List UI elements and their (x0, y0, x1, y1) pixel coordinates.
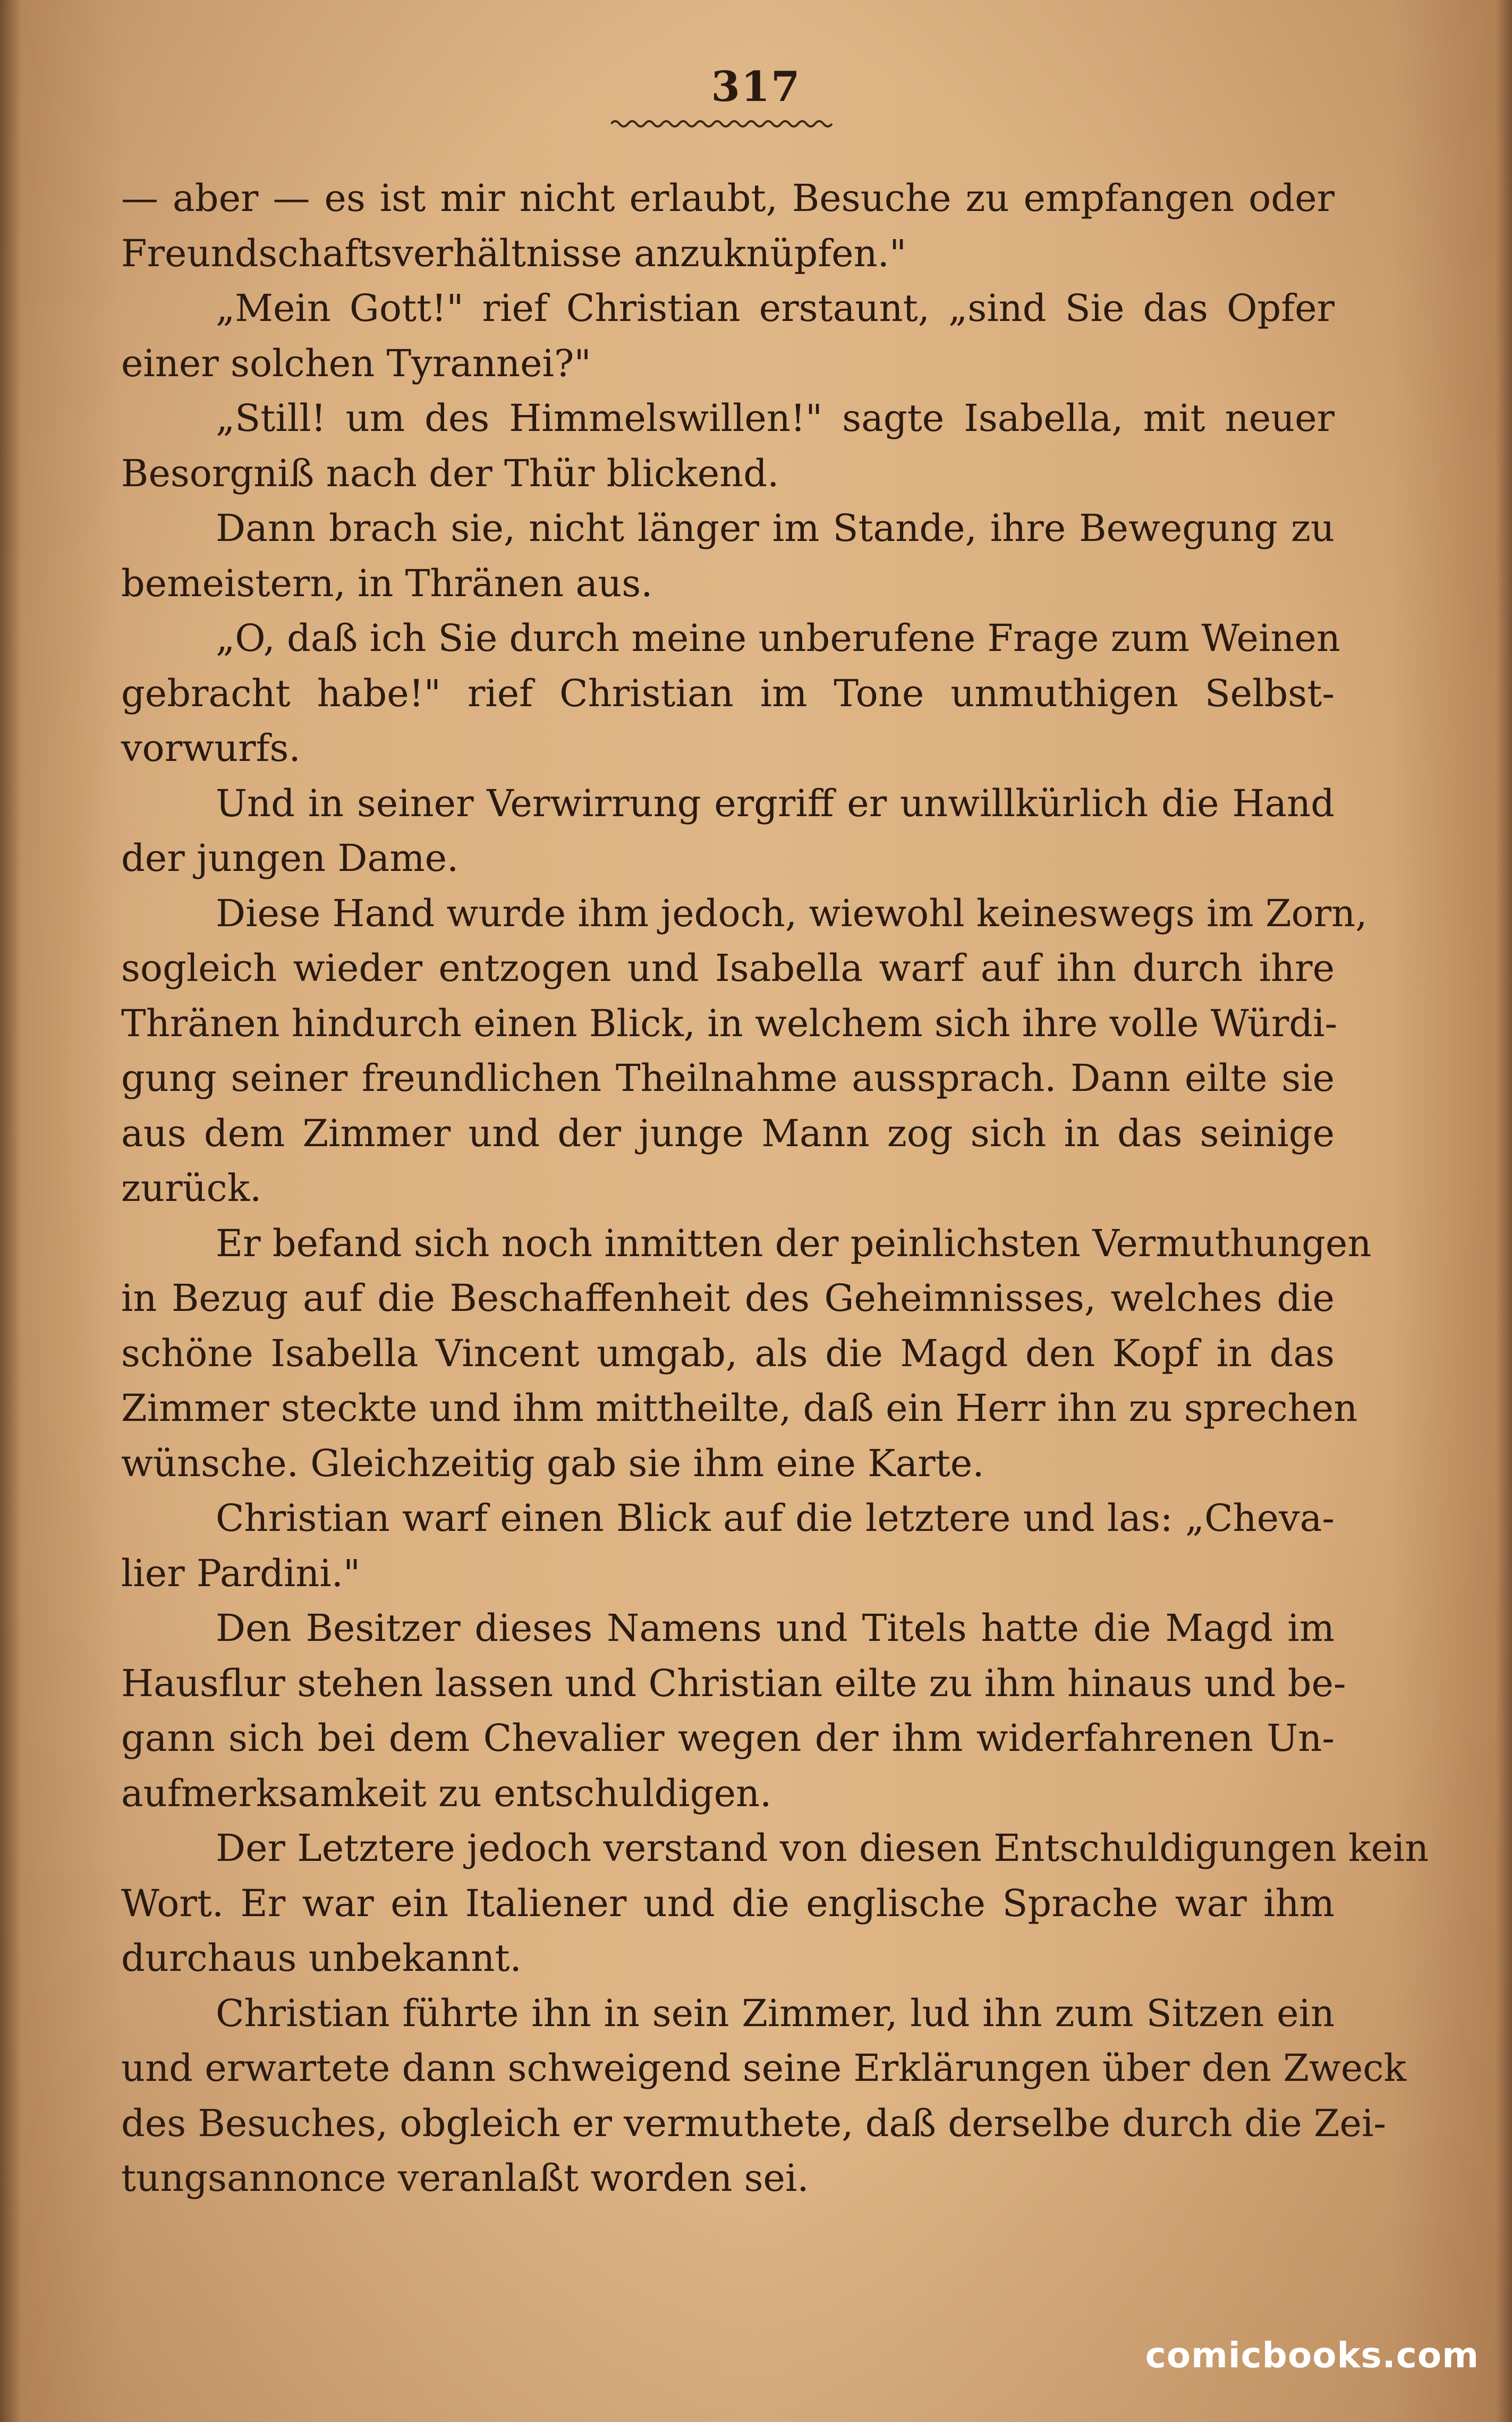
text-line: wünsche. Gleichzeitig gab sie ihm eine Karte. (121, 1441, 984, 1485)
text-line: Er befand sich noch inmitten der peinlichsten Vermuthungen (216, 1221, 1372, 1265)
text-line: vorwurfs. (121, 726, 301, 770)
text-line: gann sich bei dem Chevalier wegen der ihm widerfahrenen Un- (121, 1716, 1335, 1760)
text-line: Thränen hindurch einen Blick, in welchem sich ihre volle Würdi- (121, 1001, 1338, 1045)
text-line: Diese Hand wurde ihm jedoch, wiewohl keineswegs im Zorn, (216, 891, 1367, 935)
text-line: zurück. (121, 1166, 262, 1210)
text-line: Dann brach sie, nicht länger im Stande, ihre Bewegung zu (216, 506, 1335, 550)
ornament-divider (611, 116, 839, 132)
text-line: einer solchen Tyrannei?" (121, 341, 591, 385)
text-line: des Besuches, obgleich er vermuthete, daß derselbe durch die Zei- (121, 2101, 1386, 2145)
text-line: Und in seiner Verwirrung ergriff er unwillkürlich die Hand (216, 781, 1335, 825)
text-line: der jungen Dame. (121, 836, 459, 880)
text-line: aufmerksamkeit zu entschuldigen. (121, 1771, 772, 1815)
text-line: aus dem Zimmer und der junge Mann zog sich in das seinige (121, 1111, 1335, 1155)
text-line: in Bezug auf die Beschaffenheit des Geheimnisses, welches die (121, 1276, 1335, 1320)
text-line: Zimmer steckte und ihm mittheilte, daß ein Herr ihn zu sprechen (121, 1386, 1358, 1430)
text-line: Hausflur stehen lassen und Christian eilte zu ihm hinaus und be- (121, 1661, 1346, 1705)
text-line: Der Letztere jedoch verstand von diesen Entschuldigungen kein (216, 1826, 1429, 1870)
watermark: comicbooks.com (1145, 2335, 1479, 2376)
text-line: Christian warf einen Blick auf die letztere und las: „Cheva- (216, 1496, 1335, 1540)
text-line: Wort. Er war ein Italiener und die englische Sprache war ihm (121, 1881, 1335, 1925)
text-line: durchaus unbekannt. (121, 1936, 522, 1980)
text-line: sogleich wieder entzogen und Isabella warf auf ihn durch ihre (121, 946, 1335, 990)
text-line: gebracht habe!" rief Christian im Tone unmuthigen Selbst- (121, 671, 1335, 715)
text-line: bemeistern, in Thränen aus. (121, 561, 653, 605)
text-line: Den Besitzer dieses Namens und Titels hatte die Magd im (216, 1606, 1335, 1650)
text-line: „Still! um des Himmelswillen!" sagte Isabella, mit neuer (216, 396, 1335, 440)
text-line: gung seiner freundlichen Theilnahme aussprach. Dann eilte sie (121, 1056, 1335, 1100)
text-line: lier Pardini." (121, 1551, 361, 1595)
body-text (121, 171, 1429, 2206)
text-line: „O, daß ich Sie durch meine unberufene Frage zum Weinen (216, 616, 1340, 660)
text-line: und erwartete dann schweigend seine Erklärungen über den Zweck (121, 2046, 1406, 2090)
text-line: „Mein Gott!" rief Christian erstaunt, „sind Sie das Opfer (216, 286, 1335, 330)
text-line: Christian führte ihn in sein Zimmer, lud ihn zum Sitzen ein (216, 1991, 1335, 2035)
text-line: — aber — es ist mir nicht erlaubt, Besuche zu empfangen oder (121, 176, 1335, 220)
page-number: 317 (711, 63, 801, 111)
text-line: Freundschaftsverhältnisse anzuknüpfen." (121, 231, 907, 275)
text-line: Besorgniß nach der Thür blickend. (121, 451, 779, 495)
text-line: schöne Isabella Vincent umgab, als die Magd den Kopf in das (121, 1331, 1335, 1375)
text-line: tungsannonce veranlaßt worden sei. (121, 2156, 809, 2200)
